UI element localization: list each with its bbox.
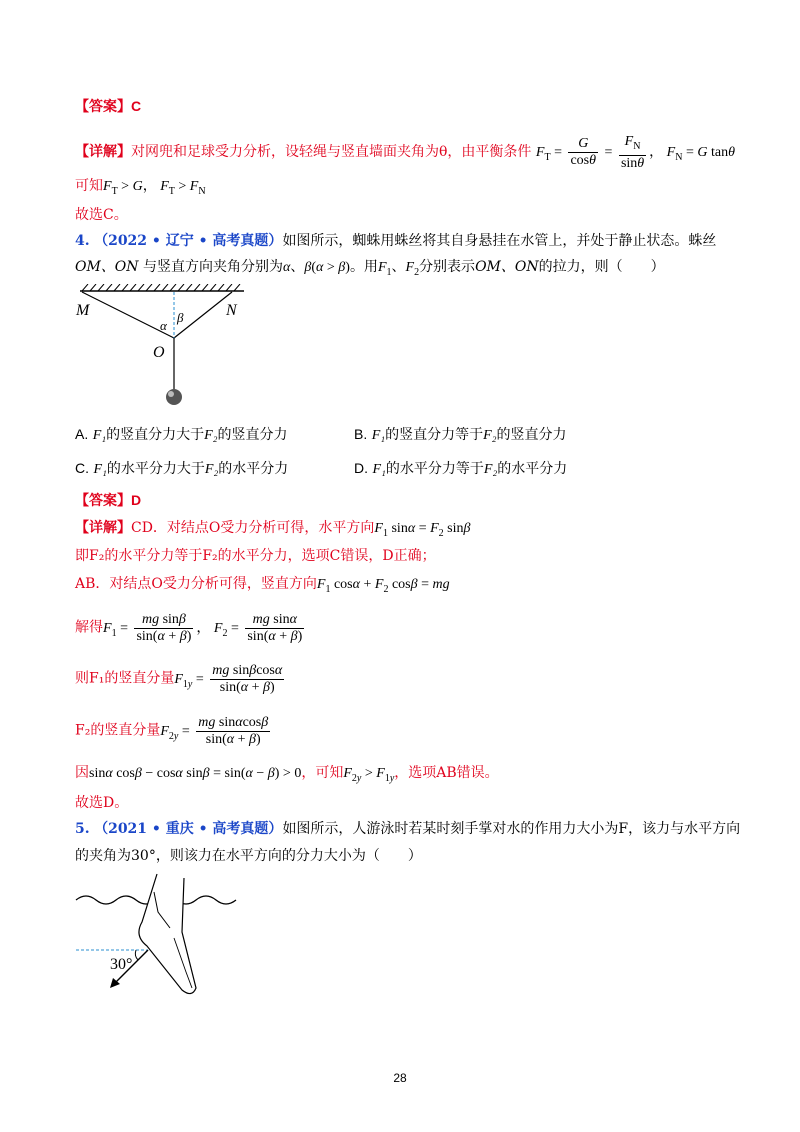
option-mid: F₂: [204, 462, 219, 477]
q4-option-d[interactable]: [354, 458, 567, 480]
q3-answer: 【答案】C: [75, 98, 142, 114]
q4-stem-2d: 分别表示: [419, 259, 476, 275]
q4-option-b[interactable]: [354, 424, 567, 446]
q4-label-beta: β: [177, 310, 184, 325]
q3-conclusion-prefix: 可知: [75, 178, 103, 194]
option-text: 的竖直分力等于: [385, 427, 484, 443]
q3-detail-text: 对网兜和足球受力分析，设轻绳与竖直墙面夹角为θ，由平衡条件: [131, 144, 532, 161]
q4-stem-line2: OM、ON 与竖直方向夹角分别为α、β(α > β)。用$F_1$、$F_2$分别表示OM、ON的拉力，则（ ）: [75, 259, 665, 278]
q4-number: 4.: [75, 233, 90, 249]
option-pre: F₁: [92, 428, 107, 443]
q4-detail-1: 【详解】CD．对结点O受力分析可得，水平方向$F_1$ $\sin\alpha = F_2$ sinβ: [75, 520, 471, 539]
q4-label-alpha: α: [160, 318, 167, 333]
q4-detail-2: 即F₂的水平分力等于F₂的水平分力，选项C错误，D正确；: [75, 548, 436, 564]
q4-option-a[interactable]: [75, 424, 288, 446]
q4-detail-4-text: 解得: [75, 619, 103, 636]
q4-final: 故选D。: [75, 795, 129, 811]
q4-answer: 【答案】D: [75, 492, 142, 508]
q4-label-o: O: [153, 344, 165, 361]
q5-stem-1: 如图所示，人游泳时若某时刻手掌对水的作用力大小为F，该力与水平方向: [282, 821, 741, 837]
q4-stem-line1: [75, 231, 716, 251]
q3-detail: [75, 134, 735, 172]
q4-detail-6: F₂的竖直分量$F_{2y}$ = $\frac{\text{mg sinαcosβ}}{\sin(\alpha + \beta)}$: [75, 715, 269, 747]
q4-detail-7a: 因: [75, 765, 89, 781]
q3-detail-label: 【详解】: [75, 144, 131, 161]
q5-stem-line1: [75, 819, 740, 839]
q4-detail-7b: ，可知: [301, 765, 344, 781]
option-post: 的竖直分力: [496, 427, 567, 443]
q5-stem-line2: 的夹角为30°，则该力在水平方向的分力大小为（ ）: [75, 848, 422, 864]
q4-label-n: N: [226, 302, 237, 319]
option-text: 的水平分力等于: [385, 461, 484, 477]
q4-detail-7c: ，选项AB错误。: [394, 765, 499, 781]
option-post: 的水平分力: [497, 461, 568, 477]
option-letter: B.: [354, 426, 368, 442]
q4-figure: [72, 284, 252, 414]
q5-number: 5.: [75, 821, 90, 837]
q4-stem-om-on-2: OM、ON: [475, 259, 539, 275]
option-text: 的水平分力大于: [106, 461, 205, 477]
q5-angle-label: 30°: [110, 956, 133, 973]
q4-detail-6-text: F₂的竖直分量: [75, 722, 161, 739]
q4-detail-1-text: CD．对结点O受力分析可得，水平方向: [131, 520, 375, 536]
q5-figure: [72, 872, 252, 1002]
option-pre: F₁: [93, 462, 107, 477]
q3-equation: $F_T$ = $\frac{G}{\cos\theta}$ = $\frac{F_N}{\sin\theta}$ ， $F_N = G$ tanθ: [535, 134, 735, 171]
q4-source: （2022 • 辽宁 • 高考真题）: [94, 233, 283, 249]
q3-final: 故选C。: [75, 207, 128, 223]
q4-stem-2f: 的拉力，则（ ）: [538, 259, 665, 275]
q4-detail-label: 【详解】: [75, 520, 131, 536]
option-post: 的竖直分力: [217, 427, 288, 443]
option-post: 的水平分力: [218, 461, 289, 477]
option-mid: F₂: [483, 428, 497, 443]
q4-label-m: M: [76, 302, 90, 319]
q4-option-c[interactable]: [75, 458, 288, 480]
q4-spider: [166, 389, 182, 405]
q4-stem-2b: 与竖直方向夹角分别为: [143, 259, 283, 275]
q4-detail-3: AB．对结点O受力分析可得，竖直方向$F_1$ $\cos\alpha + F_2$ cosβ = mg: [75, 576, 450, 595]
option-pre: F₁: [371, 428, 386, 443]
option-mid: F₂: [204, 428, 218, 443]
q4-stem-2c: 。用: [349, 259, 378, 275]
q4-detail-7: 因sinα cosβ − cosα sinβ = sin(α − β) > 0，可知$F_{2y} > F_{1y}$，选项AB错误。: [75, 765, 499, 784]
option-mid: F₂: [483, 462, 498, 477]
option-letter: C.: [75, 460, 89, 476]
q4-stem-om-on: OM、ON: [75, 259, 139, 275]
option-letter: D.: [354, 460, 368, 476]
page-number: 28: [393, 1071, 407, 1085]
q4-detail-5: 则F₁的竖直分量$F_{1y}$ = $\frac{\text{mg sinβcosα}}{\sin(\alpha + \beta)}$: [75, 663, 283, 695]
option-pre: F₁: [372, 462, 386, 477]
q4-detail-4: 解得$F_1$ = $\frac{\text{mg sinβ}}{\sin(\alpha + \beta)}$ ， $F_2$ = $\frac{\text{mg sinα}}{\sin(\alpha + \beta)}$: [75, 612, 303, 644]
q4-detail-3-text: AB．对结点O受力分析可得，竖直方向: [75, 576, 317, 592]
q3-conclusion: 可知$F_T > G$， $F_T > F_N$: [75, 178, 206, 197]
option-text: 的竖直分力大于: [106, 427, 205, 443]
option-letter: A.: [75, 426, 89, 442]
q4-stem-1: 如图所示，蜘蛛用蛛丝将其自身悬挂在水管上，并处于静止状态。蛛丝: [282, 233, 717, 249]
q4-detail-5-text: 则F₁的竖直分量: [75, 670, 175, 687]
q5-source: （2021 • 重庆 • 高考真题）: [94, 821, 283, 837]
